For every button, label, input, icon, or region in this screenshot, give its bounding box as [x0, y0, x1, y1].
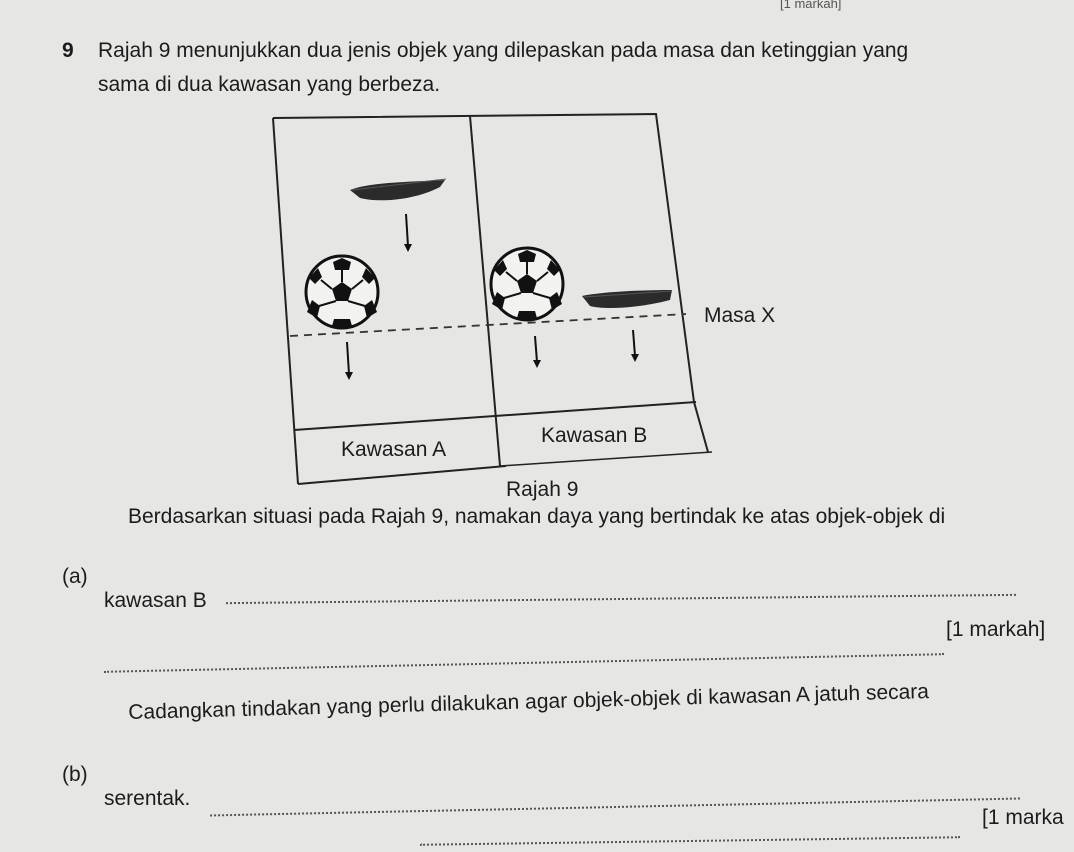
question-number: 9 — [62, 39, 74, 62]
soccer-ball-icon-b — [491, 248, 563, 320]
part-b-label: (b) — [62, 763, 88, 786]
answer-line-b2[interactable] — [420, 836, 960, 846]
answer-line-a1[interactable] — [226, 594, 1016, 604]
part-b-line-2: serentak. — [104, 787, 191, 810]
figure-caption: Rajah 9 — [506, 478, 579, 501]
question-line-2: sama di dua kawasan yang berbeza. — [98, 73, 441, 96]
down-arrow-icon-a — [404, 214, 412, 252]
down-arrow-icon-b2 — [631, 330, 639, 362]
down-arrow-icon-b — [533, 336, 541, 368]
answer-line-a2[interactable] — [104, 653, 944, 673]
part-b-mark: [1 marka — [982, 806, 1064, 829]
part-a-line-2: kawasan B — [104, 589, 207, 612]
label-kawasan-a: Kawasan A — [341, 438, 447, 461]
soccer-ball-icon-a — [306, 256, 378, 328]
part-b-line-1: Cadangkan tindakan yang perlu dilakukan agar objek-objek di kawasan A jatuh secara — [128, 680, 930, 724]
feather-icon-b — [582, 290, 672, 308]
down-arrow-icon-a2 — [345, 342, 353, 380]
header-mark: [1 markah] — [780, 0, 842, 11]
part-a-label: (a) — [62, 565, 88, 588]
feather-icon-a — [350, 179, 446, 200]
part-a-mark: [1 markah] — [946, 618, 1046, 641]
label-kawasan-b: Kawasan B — [541, 424, 648, 447]
label-masa-x: Masa X — [704, 304, 776, 327]
answer-line-b1[interactable] — [210, 798, 1020, 817]
part-a-line-1: Berdasarkan situasi pada Rajah 9, namakan daya yang bertindak ke atas objek-objek di — [128, 505, 946, 528]
question-line-1: Rajah 9 menunjukkan dua jenis objek yang dilepaskan pada masa dan ketinggian yang — [98, 39, 909, 62]
